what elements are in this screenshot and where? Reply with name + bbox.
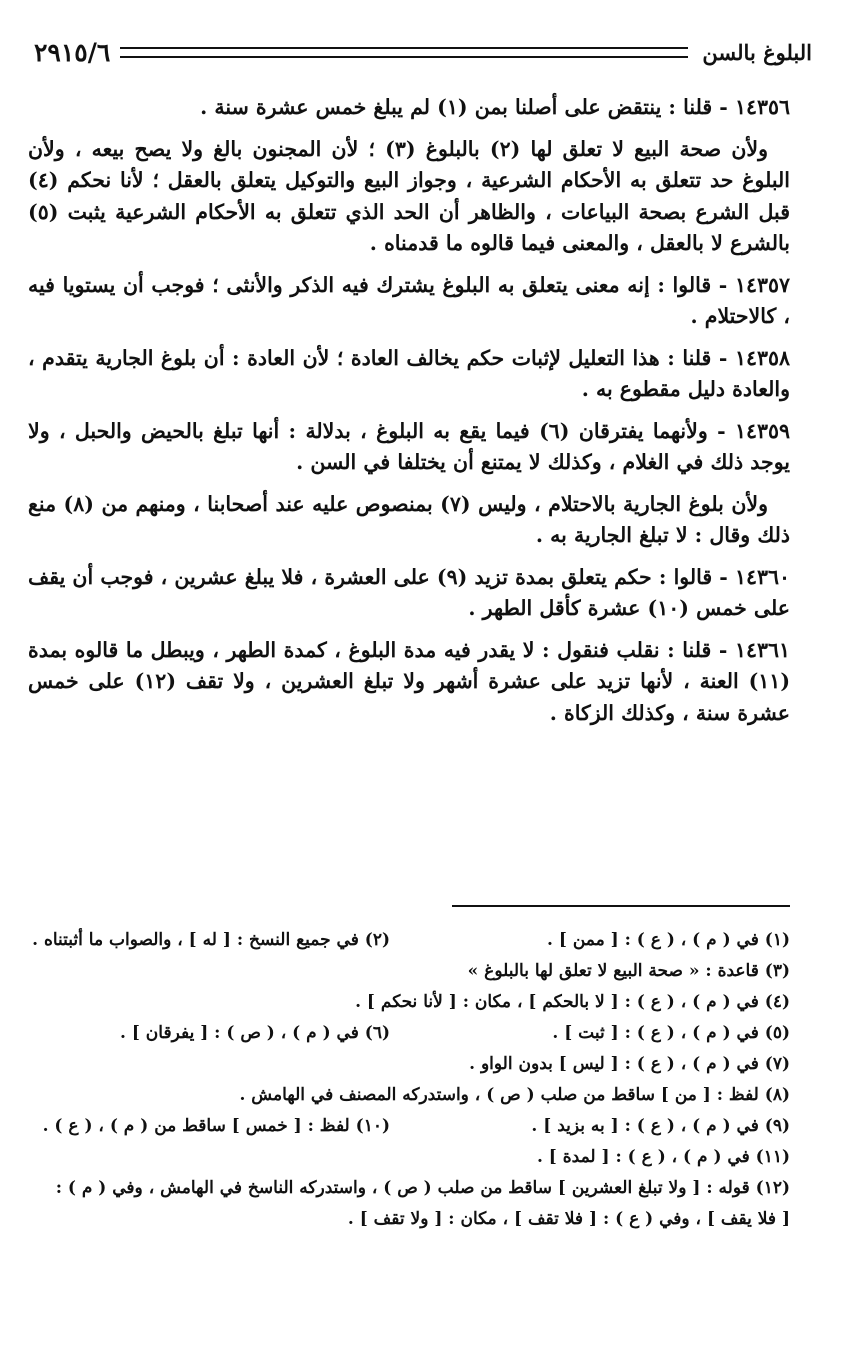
footnote-3: (٣) قاعدة : « صحة البيع لا تعلق لها بالبلوغ » — [467, 961, 790, 981]
footnote-row — [30, 1111, 790, 1142]
paragraph-14360: ١٤٣٦٠ - قالوا : حكم يتعلق بمدة تزيد (٩) على العشرة ، فلا يبلغ عشرين ، فوجب أن يقف على خمس (١٠) عشرة كأقل الطهر . — [28, 564, 790, 620]
footnotes — [30, 925, 790, 1235]
footnote-7: (٧) في ( م ) ، ( ع ) : [ ليس ] بدون الواو . — [469, 1054, 790, 1074]
page-header — [34, 32, 812, 72]
footnote-2: (٢) في جميع النسخ : [ له ] ، والصواب ما أثبتناه . — [32, 930, 390, 950]
paragraph-continuation-2: ولأن بلوغ الجارية بالاحتلام ، وليس (٧) بمنصوص عليه عند أصحابنا ، ومنهم من (٨) منع ذلك وقال : لا تبلغ الجارية به . — [28, 491, 790, 547]
paragraph-continuation-1: ولأن صحة البيع لا تعلق لها (٢) بالبلوغ (٣) ؛ لأن المجنون بالغ ولا يصح بيعه ، ولأن البلوغ حد تتعلق به الأحكام الشرعية ، وجواز البيع والتوكيل يتعلق بالعقل ؛ لأنا نحكم (٤) قبل الشرع بصحة البياعات ، والظاهر أن الحد الذي تتعلق به الأحكام الشرعية يثبت (٥) بالشرع لا بالعقل ، والمعنى فيما قالوه ما قدمناه . — [28, 136, 790, 255]
footnote-5: (٥) في ( م ) ، ( ع ) : [ ثبت ] . — [552, 1023, 790, 1043]
paragraph-14356: ١٤٣٥٦ - قلنا : ينتقض على أصلنا بمن (١) لم يبلغ خمس عشرة سنة . — [200, 95, 790, 119]
footnote-12-line-1: (١٢) قوله : [ ولا تبلغ العشرين ] ساقط من صلب ( ص ) ، واستدركه الناسخ في الهامش ، وفي ( م ) : — [55, 1178, 790, 1198]
paragraph-14357: ١٤٣٥٧ - قالوا : إنه معنى يتعلق به البلوغ يشترك فيه الذكر والأنثى ؛ فوجب أن يستويا فيه ، كالاحتلام . — [28, 272, 790, 328]
footnote-8: (٨) لفظ : [ من ] ساقط من صلب ( ص ) ، واستدركه المصنف في الهامش . — [239, 1085, 790, 1105]
paragraph-14359: ١٤٣٥٩ - ولأنهما يفترقان (٦) فيما يقع به البلوغ ، بدلالة : أنها تبلغ بالحيض والحبل ، ولا يوجد ذلك في الغلام ، وكذلك لا يمتنع أن يختلفا في السن . — [28, 418, 790, 474]
footnote-6: (٦) في ( م ) ، ( ص ) : [ يفرقان ] . — [120, 1023, 390, 1043]
page-number: ٢٩١٥/٦ — [34, 37, 111, 67]
footnote-11: (١١) في ( م ) ، ( ع ) : [ لمدة ] . — [536, 1147, 790, 1167]
footnote-row — [30, 925, 790, 956]
running-title: البلوغ بالسن — [702, 39, 812, 65]
footnote-10: (١٠) لفظ : [ خمس ] ساقط من ( م ) ، ( ع ) . — [42, 1116, 390, 1136]
footnote-9: (٩) في ( م ) ، ( ع ) : [ به بزيد ] . — [531, 1116, 790, 1136]
footnote-separator — [452, 905, 790, 907]
footnote-4: (٤) في ( م ) ، ( ع ) : [ لا بالحكم ] ، مكان : [ لأنا نحكم ] . — [355, 992, 790, 1012]
main-text — [28, 92, 790, 739]
header-rule — [120, 47, 688, 58]
paragraph-14361: ١٤٣٦١ - قلنا : نقلب فنقول : لا يقدر فيه مدة البلوغ ، كمدة الطهر ، ويبطل ما قالوه بمدة (١١) العنة ، لأنها تزيد على عشرة أشهر ولا تبلغ العشرين ، ولا تقف (١٢) على خمس عشرة سنة ، وكذلك الزكاة . — [28, 637, 791, 725]
footnote-1: (١) في ( م ) ، ( ع ) : [ ممن ] . — [547, 930, 790, 950]
paragraph-14358: ١٤٣٥٨ - قلنا : هذا التعليل لإثبات حكم يخالف العادة ؛ لأن العادة : أن بلوغ الجارية يتقدم ، والعادة دليل مقطوع به . — [28, 345, 790, 401]
footnote-12-line-2: [ فلا يقف ] ، وفي ( ع ) : [ فلا تقف ] ، مكان : [ ولا تقف ] . — [347, 1209, 790, 1229]
footnote-row — [30, 1018, 790, 1049]
